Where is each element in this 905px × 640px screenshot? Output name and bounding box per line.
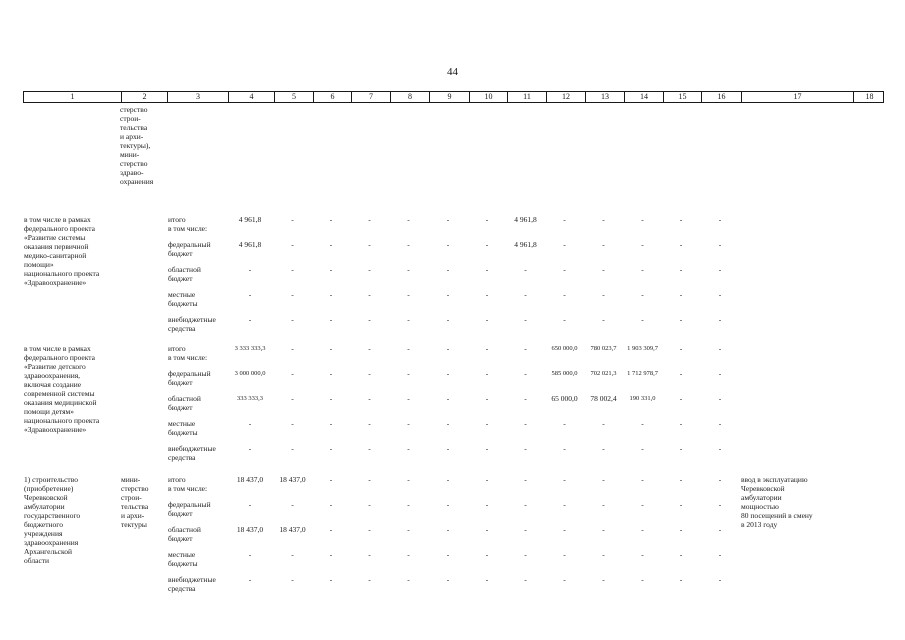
value-cell-col-14: - [641,444,644,453]
value-cell-col-10: - [485,394,489,403]
value-cell-col-7: - [368,344,371,353]
value-cell-col-10: - [485,419,489,428]
value-cell-col-11: - [524,369,527,378]
value-cell-col-16: - [718,290,722,299]
value-cell-col-16: - [718,525,722,534]
value-cell-col-14: 1 903 309,7 [627,345,658,352]
header-cell-16: 16 [701,92,741,102]
value-cell-col-8: - [407,394,410,403]
value-cell-col-9: - [446,500,450,509]
value-cell-col-9: - [446,444,450,453]
value-cell-col-5: - [291,444,294,453]
value-cell-col-9: - [446,575,450,584]
value-cell-col-9: - [446,290,450,299]
value-cell-col-5: - [291,344,294,353]
header-cell-3: 3 [167,92,228,102]
value-cell-col-9: - [446,525,450,534]
value-cell-col-16: - [718,419,722,428]
value-cell-col-5: - [291,419,294,428]
value-cell-col-5: - [291,369,294,378]
value-cell-col-12: - [563,525,566,534]
value-cell-col-11: - [524,394,527,403]
header-cell-7: 7 [351,92,390,102]
value-cell-col-7: - [368,315,371,324]
value-cell-col-4: - [248,550,252,559]
value-cell-col-6: - [329,215,333,224]
header-cell-18: 18 [853,92,885,102]
value-cell-col-8: - [407,475,410,484]
value-cell-col-16: - [718,500,722,509]
value-cell-col-12: - [563,215,566,224]
header-cell-12: 12 [546,92,585,102]
value-cell-col-11: - [524,550,527,559]
value-cell-col-13: 702 021,3 [590,370,617,377]
value-cell-col-11: 4 961,8 [514,215,537,224]
header-cell-17: 17 [741,92,853,102]
row-funding-source-label: областной бюджет [168,265,201,283]
value-cell-col-5: - [291,575,294,584]
value-cell-col-7: - [368,394,371,403]
value-cell-col-16: - [718,444,722,453]
value-cell-col-12: - [563,265,566,274]
value-cell-col-16: - [718,215,722,224]
value-cell-col-15: - [679,500,683,509]
value-cell-col-6: - [329,265,333,274]
value-cell-col-9: - [446,394,450,403]
header-cell-5: 5 [274,92,313,102]
value-cell-col-14: - [641,475,644,484]
value-cell-col-8: - [407,290,410,299]
value-cell-col-4: 3 000 000,0 [234,370,266,377]
value-cell-col-6: - [329,394,333,403]
value-cell-col-10: - [485,315,489,324]
value-cell-col-8: - [407,575,410,584]
row-funding-source-label: итого в том числе: [168,215,208,233]
value-cell-col-15: - [679,290,683,299]
value-cell-col-4: - [248,265,252,274]
value-cell-col-14: - [641,240,644,249]
value-cell-col-10: - [485,500,489,509]
value-cell-col-16: - [718,550,722,559]
value-cell-col-5: - [291,394,294,403]
value-cell-col-16: - [718,394,722,403]
row-funding-source-label: внебюджетные средства [168,315,216,333]
value-cell-col-16: - [718,475,722,484]
value-cell-col-15: - [679,344,683,353]
value-cell-col-7: - [368,265,371,274]
value-cell-col-7: - [368,550,371,559]
value-cell-col-4: - [248,500,252,509]
value-cell-col-9: - [446,419,450,428]
row-funding-source-label: областной бюджет [168,394,201,412]
value-cell-col-9: - [446,369,450,378]
value-cell-col-10: - [485,290,489,299]
column-number-header-row [23,91,884,103]
value-cell-col-5: - [291,240,294,249]
column-2-continuation-text: стерство строи- тельства и архи- тектуры), мини- стерство здраво- охранения [120,105,154,186]
value-cell-col-13: 780 023,7 [590,345,617,352]
value-cell-col-9: - [446,550,450,559]
value-cell-col-10: - [485,240,489,249]
value-cell-col-4: 18 437,0 [236,525,264,534]
row-funding-source-label: внебюджетные средства [168,444,216,462]
value-cell-col-6: - [329,315,333,324]
value-cell-col-8: - [407,215,410,224]
row-funding-source-label: местные бюджеты [168,290,198,308]
block-title: 1) строительство (приобретение) Черевковской амбулатории государственного бюджетного учреждения здравоохранения Архангельской области [24,475,81,565]
value-cell-col-13: - [602,215,605,224]
page-number: 44 [447,66,458,78]
value-cell-col-13: 78 002,4 [590,394,617,403]
value-cell-col-11: - [524,290,527,299]
value-cell-col-10: - [485,525,489,534]
value-cell-col-15: - [679,369,683,378]
row-funding-source-label: итого в том числе: [168,475,208,493]
value-cell-col-8: - [407,344,410,353]
value-cell-col-4: - [248,419,252,428]
value-cell-col-6: - [329,575,333,584]
value-cell-col-11: - [524,444,527,453]
value-cell-col-13: - [602,475,605,484]
value-cell-col-5: - [291,215,294,224]
header-cell-13: 13 [585,92,624,102]
value-cell-col-16: - [718,344,722,353]
value-cell-col-16: - [718,315,722,324]
value-cell-col-7: - [368,369,371,378]
value-cell-col-15: - [679,419,683,428]
value-cell-col-6: - [329,500,333,509]
value-cell-col-13: - [602,290,605,299]
value-cell-col-10: - [485,344,489,353]
row-funding-source-label: федеральный бюджет [168,240,211,258]
value-cell-col-12: - [563,290,566,299]
value-cell-col-7: - [368,575,371,584]
value-cell-col-13: - [602,265,605,274]
value-cell-col-5: - [291,500,294,509]
row-funding-source-label: областной бюджет [168,525,201,543]
value-cell-col-11: - [524,575,527,584]
value-cell-col-7: - [368,290,371,299]
value-cell-col-5: - [291,550,294,559]
value-cell-col-13: - [602,550,605,559]
value-cell-col-14: - [641,215,644,224]
block-responsible-executor: мини- стерство строи- тельства и архи- тектуры [121,475,149,529]
value-cell-col-4: 18 437,0 [236,475,264,484]
value-cell-col-7: - [368,419,371,428]
value-cell-col-13: - [602,525,605,534]
value-cell-col-11: - [524,419,527,428]
value-cell-col-13: - [602,419,605,428]
value-cell-col-14: 190 331,0 [629,395,656,402]
value-cell-col-8: - [407,444,410,453]
value-cell-col-12: - [563,315,566,324]
value-cell-col-10: - [485,369,489,378]
value-cell-col-14: - [641,265,644,274]
block-title: в том числе в рамках федерального проекта «Развитие системы оказания первичной медико-санитарной помощи» национального проекта «Здравоохранение» [24,215,100,287]
value-cell-col-7: - [368,240,371,249]
value-cell-col-6: - [329,475,333,484]
value-cell-col-15: - [679,444,683,453]
value-cell-col-10: - [485,265,489,274]
value-cell-col-7: - [368,215,371,224]
value-cell-col-16: - [718,575,722,584]
value-cell-col-5: - [291,290,294,299]
value-cell-col-11: - [524,265,527,274]
value-cell-col-14: - [641,500,644,509]
value-cell-col-10: - [485,444,489,453]
value-cell-col-12: 585 000,0 [551,370,578,377]
value-cell-col-9: - [446,265,450,274]
value-cell-col-6: - [329,290,333,299]
block-expected-result-note: ввод в эксплуатацию Черевковской амбулатории мощностью 80 посещений в смену в 2013 году [741,475,813,529]
value-cell-col-12: - [563,444,566,453]
value-cell-col-9: - [446,475,450,484]
value-cell-col-12: 650 000,0 [551,345,578,352]
header-cell-10: 10 [469,92,507,102]
value-cell-col-5: - [291,315,294,324]
value-cell-col-4: 3 333 333,3 [234,345,266,352]
value-cell-col-12: 65 000,0 [551,394,578,403]
row-funding-source-label: федеральный бюджет [168,369,211,387]
value-cell-col-15: - [679,525,683,534]
value-cell-col-11: - [524,344,527,353]
value-cell-col-15: - [679,265,683,274]
value-cell-col-14: - [641,315,644,324]
value-cell-col-12: - [563,575,566,584]
value-cell-col-6: - [329,525,333,534]
row-funding-source-label: местные бюджеты [168,419,198,437]
value-cell-col-15: - [679,394,683,403]
value-cell-col-10: - [485,575,489,584]
value-cell-col-5: 18 437,0 [279,475,306,484]
header-cell-11: 11 [507,92,546,102]
value-cell-col-4: - [248,444,252,453]
value-cell-col-4: 4 961,8 [238,240,262,249]
header-cell-9: 9 [429,92,469,102]
value-cell-col-8: - [407,240,410,249]
row-funding-source-label: федеральный бюджет [168,500,211,518]
value-cell-col-6: - [329,419,333,428]
value-cell-col-12: - [563,550,566,559]
value-cell-col-16: - [718,369,722,378]
value-cell-col-16: - [718,240,722,249]
value-cell-col-8: - [407,500,410,509]
value-cell-col-13: - [602,500,605,509]
value-cell-col-14: - [641,525,644,534]
value-cell-col-15: - [679,475,683,484]
value-cell-col-9: - [446,315,450,324]
value-cell-col-4: 333 333,3 [237,395,263,402]
value-cell-col-13: - [602,240,605,249]
value-cell-col-10: - [485,550,489,559]
value-cell-col-8: - [407,525,410,534]
value-cell-col-5: - [291,265,294,274]
value-cell-col-8: - [407,315,410,324]
value-cell-col-6: - [329,240,333,249]
value-cell-col-9: - [446,344,450,353]
value-cell-col-5: 18 437,0 [279,525,306,534]
value-cell-col-14: - [641,419,644,428]
value-cell-col-8: - [407,550,410,559]
value-cell-col-13: - [602,444,605,453]
value-cell-col-8: - [407,369,410,378]
value-cell-col-8: - [407,419,410,428]
value-cell-col-7: - [368,525,371,534]
value-cell-col-14: - [641,575,644,584]
header-cell-14: 14 [624,92,663,102]
value-cell-col-15: - [679,240,683,249]
value-cell-col-14: - [641,550,644,559]
value-cell-col-13: - [602,575,605,584]
value-cell-col-7: - [368,475,371,484]
value-cell-col-6: - [329,444,333,453]
value-cell-col-4: 4 961,8 [238,215,262,224]
value-cell-col-12: - [563,500,566,509]
value-cell-col-10: - [485,475,489,484]
value-cell-col-11: - [524,475,527,484]
value-cell-col-6: - [329,344,333,353]
header-cell-6: 6 [313,92,351,102]
header-cell-2: 2 [121,92,167,102]
header-cell-4: 4 [228,92,274,102]
value-cell-col-15: - [679,550,683,559]
value-cell-col-14: - [641,290,644,299]
value-cell-col-10: - [485,215,489,224]
row-funding-source-label: итого в том числе: [168,344,208,362]
value-cell-col-7: - [368,500,371,509]
value-cell-col-15: - [679,575,683,584]
value-cell-col-12: - [563,475,566,484]
row-funding-source-label: внебюджетные средства [168,575,216,593]
value-cell-col-11: - [524,315,527,324]
value-cell-col-9: - [446,240,450,249]
header-cell-1: 1 [70,92,75,101]
value-cell-col-12: - [563,240,566,249]
value-cell-col-4: - [248,315,252,324]
value-cell-col-15: - [679,315,683,324]
value-cell-col-9: - [446,215,450,224]
value-cell-col-12: - [563,419,566,428]
value-cell-col-4: - [248,290,252,299]
block-title: в том числе в рамках федерального проекта «Развитие детского здравоохранения, включая создание современной системы оказания медицинской помощи детям» национального проекта «Здравоохранение» [24,344,100,434]
row-funding-source-label: местные бюджеты [168,550,198,568]
value-cell-col-16: - [718,265,722,274]
value-cell-col-6: - [329,550,333,559]
header-cell-15: 15 [663,92,701,102]
header-cell-8: 8 [390,92,429,102]
value-cell-col-11: 4 961,8 [514,240,537,249]
value-cell-col-6: - [329,369,333,378]
value-cell-col-11: - [524,525,527,534]
value-cell-col-7: - [368,444,371,453]
value-cell-col-13: - [602,315,605,324]
value-cell-col-4: - [248,575,252,584]
value-cell-col-8: - [407,265,410,274]
value-cell-col-15: - [679,215,683,224]
value-cell-col-14: 1 712 978,7 [627,370,658,377]
value-cell-col-11: - [524,500,527,509]
